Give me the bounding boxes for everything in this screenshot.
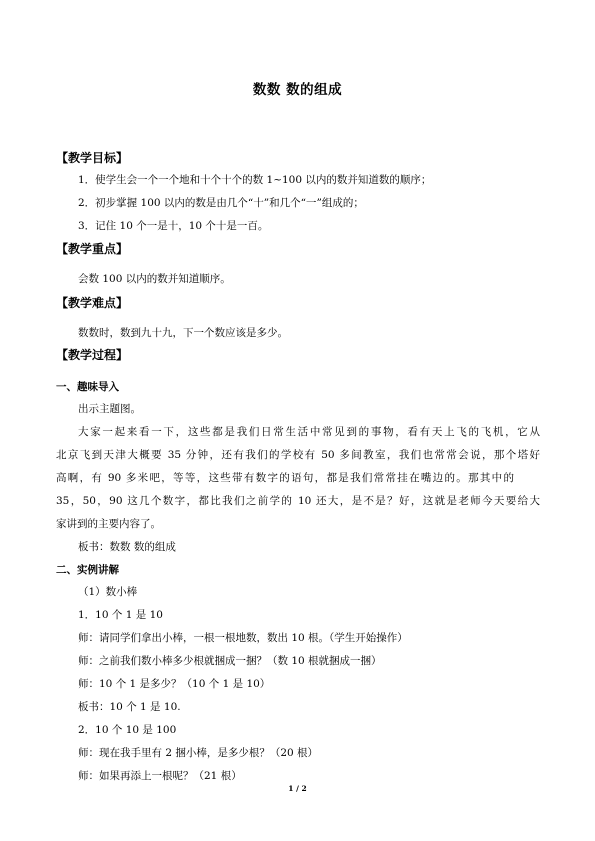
- section-1-line: 北京飞到天津大概要 35 分钟，还有我们的学校有 50 多间教室，我们也常常会说，那个塔好: [56, 449, 540, 461]
- process-heading: 【教学过程】: [56, 348, 129, 362]
- key-points-heading: 【教学重点】: [56, 242, 129, 256]
- section-1-line: 出示主题图。: [78, 403, 141, 415]
- section-2-line: 师：现在我手里有 2 捆小棒，是多少根？（20 根）: [78, 747, 319, 759]
- section-1-line: 板书：数数 数的组成: [78, 541, 176, 553]
- key-points-text: 会数 100 以内的数并知道顺序。: [78, 273, 231, 285]
- section-2-line: （1）数小棒: [78, 586, 138, 598]
- section-2-line: 1．10 个 1 是 10: [78, 609, 163, 621]
- section-1-line: 家讲到的主要内容了。: [56, 518, 161, 530]
- section-2-line: 师：之前我们数小棒多少根就捆成一捆？（数 10 根就捆成一捆）: [78, 655, 382, 667]
- section-2-title: 二、实例讲解: [56, 564, 119, 576]
- section-1-line: 大家一起来看一下，这些都是我们日常生活中常见到的事物，看有天上飞的飞机，它从: [78, 426, 540, 438]
- section-1-title: 一、趣味导入: [56, 381, 119, 393]
- goal-item-2: 2．初步掌握 100 以内的数是由几个“十”和几个“一”组成的；: [78, 197, 364, 209]
- goals-heading: 【教学目标】: [56, 151, 129, 165]
- goal-item-3: 3．记住 10 个一是十，10 个十是一百。: [78, 220, 269, 232]
- section-2-line: 师：请同学们拿出小棒，一根一根地数，数出 10 根。（学生开始操作）: [78, 632, 408, 644]
- section-2-line: 板书：10 个 1 是 10.: [78, 701, 181, 713]
- document-title: 数数 数的组成: [252, 82, 343, 98]
- section-2-line: 师：10 个 1 是多少？（10 个 1 是 10）: [78, 678, 271, 690]
- section-1-line: 35，50，90 这几个数字，都比我们之前学的 10 还大，是不是？好，这就是老师今天要给大: [56, 495, 540, 507]
- section-2-line: 2．10 个 10 是 100: [78, 724, 177, 736]
- difficulty-text: 数数时，数到九十九，下一个数应该是多少。: [78, 327, 288, 339]
- section-2-line: 师：如果再添上一根呢？（21 根）: [78, 770, 242, 782]
- section-1-line: 高啊，有 90 多米吧，等等，这些带有数字的语句，都是我们常常挂在嘴边的。那其中的: [56, 472, 514, 484]
- difficulty-heading: 【教学难点】: [56, 296, 129, 310]
- page-number: 1 / 2: [288, 784, 307, 793]
- goal-item-1: 1．使学生会一个一个地和十个十个的数 1~100 以内的数并知道数的顺序；: [78, 174, 432, 186]
